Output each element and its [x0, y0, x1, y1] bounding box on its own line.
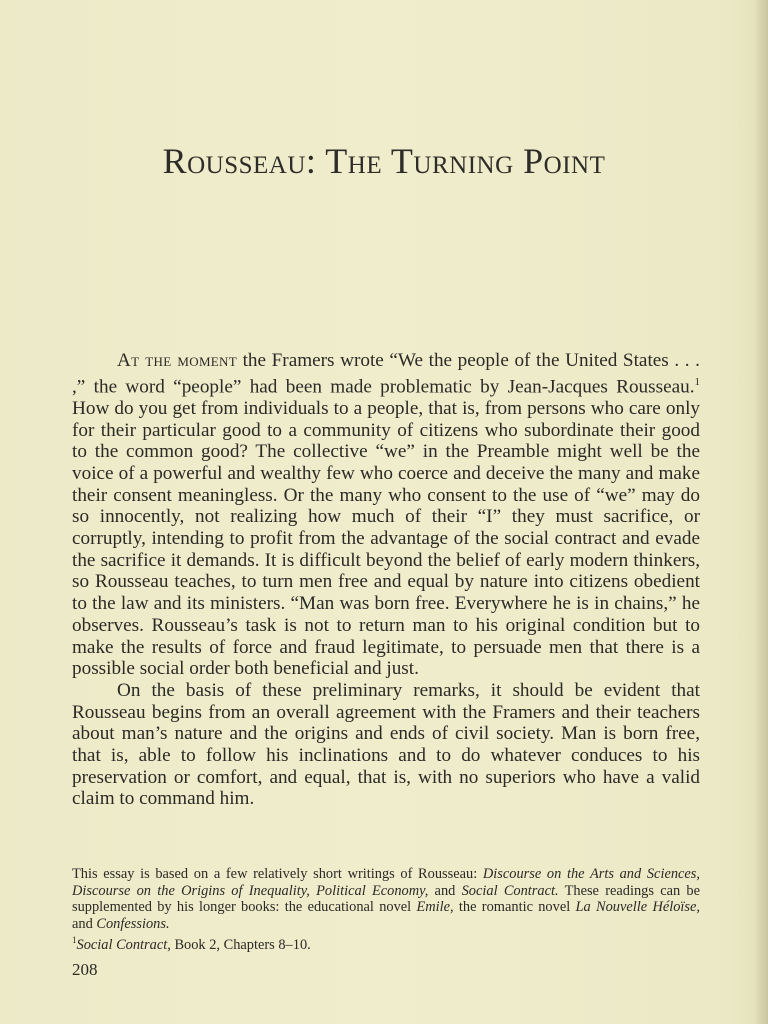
paragraph-1 — [72, 350, 700, 680]
footnote-1: $^1$Social Contract, Book 2, Chapters 8–10. — [72, 935, 311, 954]
paragraph-text: the Framers wrote “We the people of the United States . . . ,” the word “people” had been made problematic by Jean-Jacques Rousseau. — [72, 350, 700, 398]
footnote-title: Discourse on the Arts and Sciences, Discourse on the Origins of Inequality, Political Economy, — [72, 866, 700, 899]
body-text — [72, 350, 700, 810]
footnotes — [72, 866, 700, 954]
paragraph-lead-in: At the moment — [117, 350, 237, 371]
paragraph-2: On the basis of these preliminary remarks, it should be evident that Rousseau begins from an overall agreement with the Framers and their teachers about man’s nature and the origins and ends of civil society. Man is born free, that is, able to follow his inclinations and to do whatever conduces to his preservation or comfort, and equal, that is, with no superiors who have a valid claim to command him. — [72, 679, 700, 810]
footnote-marker: 1 — [72, 935, 77, 946]
chapter-title: Rousseau: The Turning Point — [162, 141, 606, 181]
footnote-title: Emile, — [416, 899, 454, 916]
paragraph-text-continued: How do you get from individuals to a people, that is, from persons who care only for their particular good to a community of citizens who subordinate their good to the common good? The collective “we” in the Preamble might well be the voice of a powerful and wealthy few who coerce and deceive the many and make their consent meaningless. Or the many who consent to the use of “we” may do so innocently, not realizing how much of their “I” they must sacrifice, or corruptly, intending to profit from the advantage of the social contract and evade the sacrifice it demands. It is difficult beyond the belief of early modern thinkers, so Rousseau teaches, to turn men free and equal by nature into citizens obedient to the law and its ministers. “Man was born free. Everywhere he is in chains,” he observes. Rousseau’s task is not to return man to his original condition but to make the results of force and fraud legitimate, to persuade men that there is a possible social order both beneficial and just. — [72, 397, 700, 680]
footnote-title: La Nouvelle Héloïse, — [575, 899, 700, 916]
footnote-title: Confessions. — [96, 915, 170, 932]
page-number: 208 — [72, 960, 98, 979]
footnote-source-note: This essay is based on a few relatively short writings of Rousseau: Discourse on the Arts and Sciences, Discourse on the Origins of Inequality, Political Economy, and Social Contract. These readings can be supplemented by his longer books: the educational novel Emile, the romantic novel La Nouvelle Héloïse, and Confessions. — [72, 866, 700, 932]
footnote-title: Social Contract, — [76, 937, 171, 954]
footnote-ref: 1 — [694, 375, 700, 388]
footnote-title: Social Contract. — [461, 882, 559, 899]
